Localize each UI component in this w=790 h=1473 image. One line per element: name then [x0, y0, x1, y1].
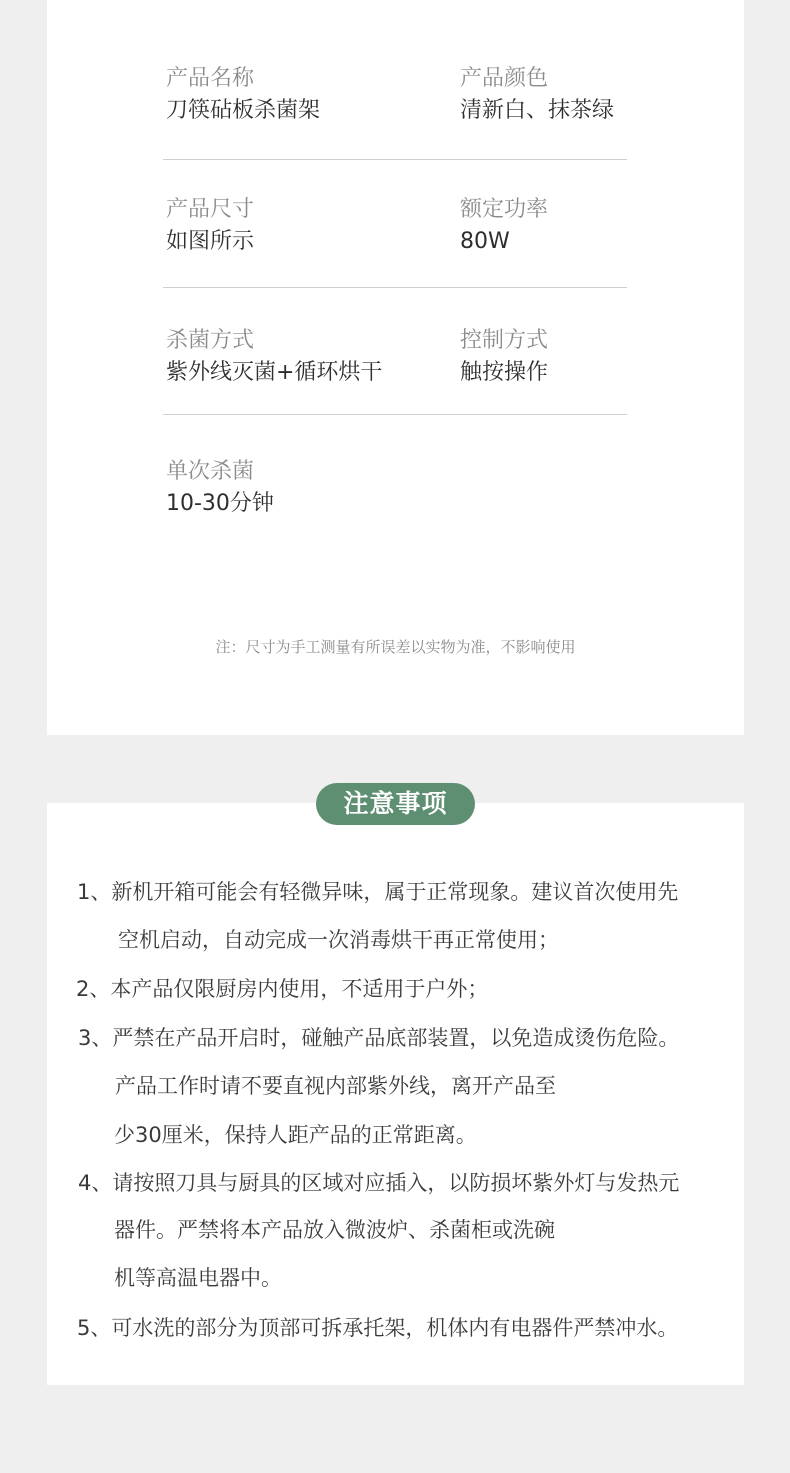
spec-single-sterilize — [166, 457, 274, 519]
spec-control-method — [460, 326, 548, 388]
spec-value: 触按操作 — [460, 360, 549, 385]
spec-sterilize-method — [166, 326, 382, 388]
notice-item-1-line-2: 空机启动，自动完成一次消毒烘干再正常使用； — [118, 928, 559, 952]
spec-value: 清新白、抹茶绿 — [460, 98, 615, 123]
notice-item-2-line-1: 2、本产品仅限厨房内使用，不适用于户外； — [76, 977, 489, 1001]
spec-label: 杀菌方式 — [166, 328, 255, 353]
spec-card — [47, 0, 744, 735]
size-note: 注：尺寸为手工测量有所误差以实物为准，不影响使用 — [215, 638, 576, 656]
spec-rated-power — [460, 195, 548, 257]
spec-label: 产品颜色 — [460, 66, 549, 91]
spec-label: 产品名称 — [166, 66, 255, 91]
spec-value: 10-30分钟 — [166, 491, 274, 516]
notice-item-4-line-2: 器件。严禁将本产品放入微波炉、杀菌柜或洗碗 — [114, 1218, 555, 1242]
notice-item-4-line-1: 4、请按照刀具与厨具的区域对应插入，以防损坏紫外灯与发热元 — [78, 1171, 680, 1195]
spec-value: 80W — [460, 229, 510, 254]
notice-card — [47, 803, 744, 1385]
notice-item-3-line-1: 3、严禁在产品开启时，碰触产品底部装置，以免造成烫伤危险。 — [78, 1026, 680, 1050]
spec-value: 紫外线灭菌+循环烘干 — [166, 360, 383, 385]
notice-item-1-line-1: 1、新机开箱可能会有轻微异味，属于正常现象。建议首次使用先 — [77, 880, 679, 904]
notice-item-3-line-2: 产品工作时请不要直视内部紫外线，离开产品至 — [115, 1074, 556, 1098]
spec-label: 单次杀菌 — [166, 459, 255, 484]
spec-product-size — [166, 195, 254, 257]
spec-value: 刀筷砧板杀菌架 — [166, 98, 321, 123]
spec-label: 产品尺寸 — [166, 197, 255, 222]
notice-title-badge: 注意事项 — [316, 783, 475, 825]
notice-item-3-line-3: 少30厘米，保持人距产品的正常距离。 — [114, 1123, 477, 1147]
notice-item-4-line-3: 机等高温电器中。 — [114, 1266, 282, 1290]
notice-item-5-line-1: 5、可水洗的部分为顶部可拆承托架，机体内有电器件严禁冲水。 — [77, 1316, 679, 1340]
row-divider — [163, 287, 627, 288]
row-divider — [163, 159, 627, 160]
spec-product-color — [460, 64, 614, 126]
spec-value: 如图所示 — [166, 229, 255, 254]
spec-label: 控制方式 — [460, 328, 549, 353]
spec-label: 额定功率 — [460, 197, 549, 222]
spec-product-name — [166, 64, 320, 126]
row-divider — [163, 414, 627, 415]
